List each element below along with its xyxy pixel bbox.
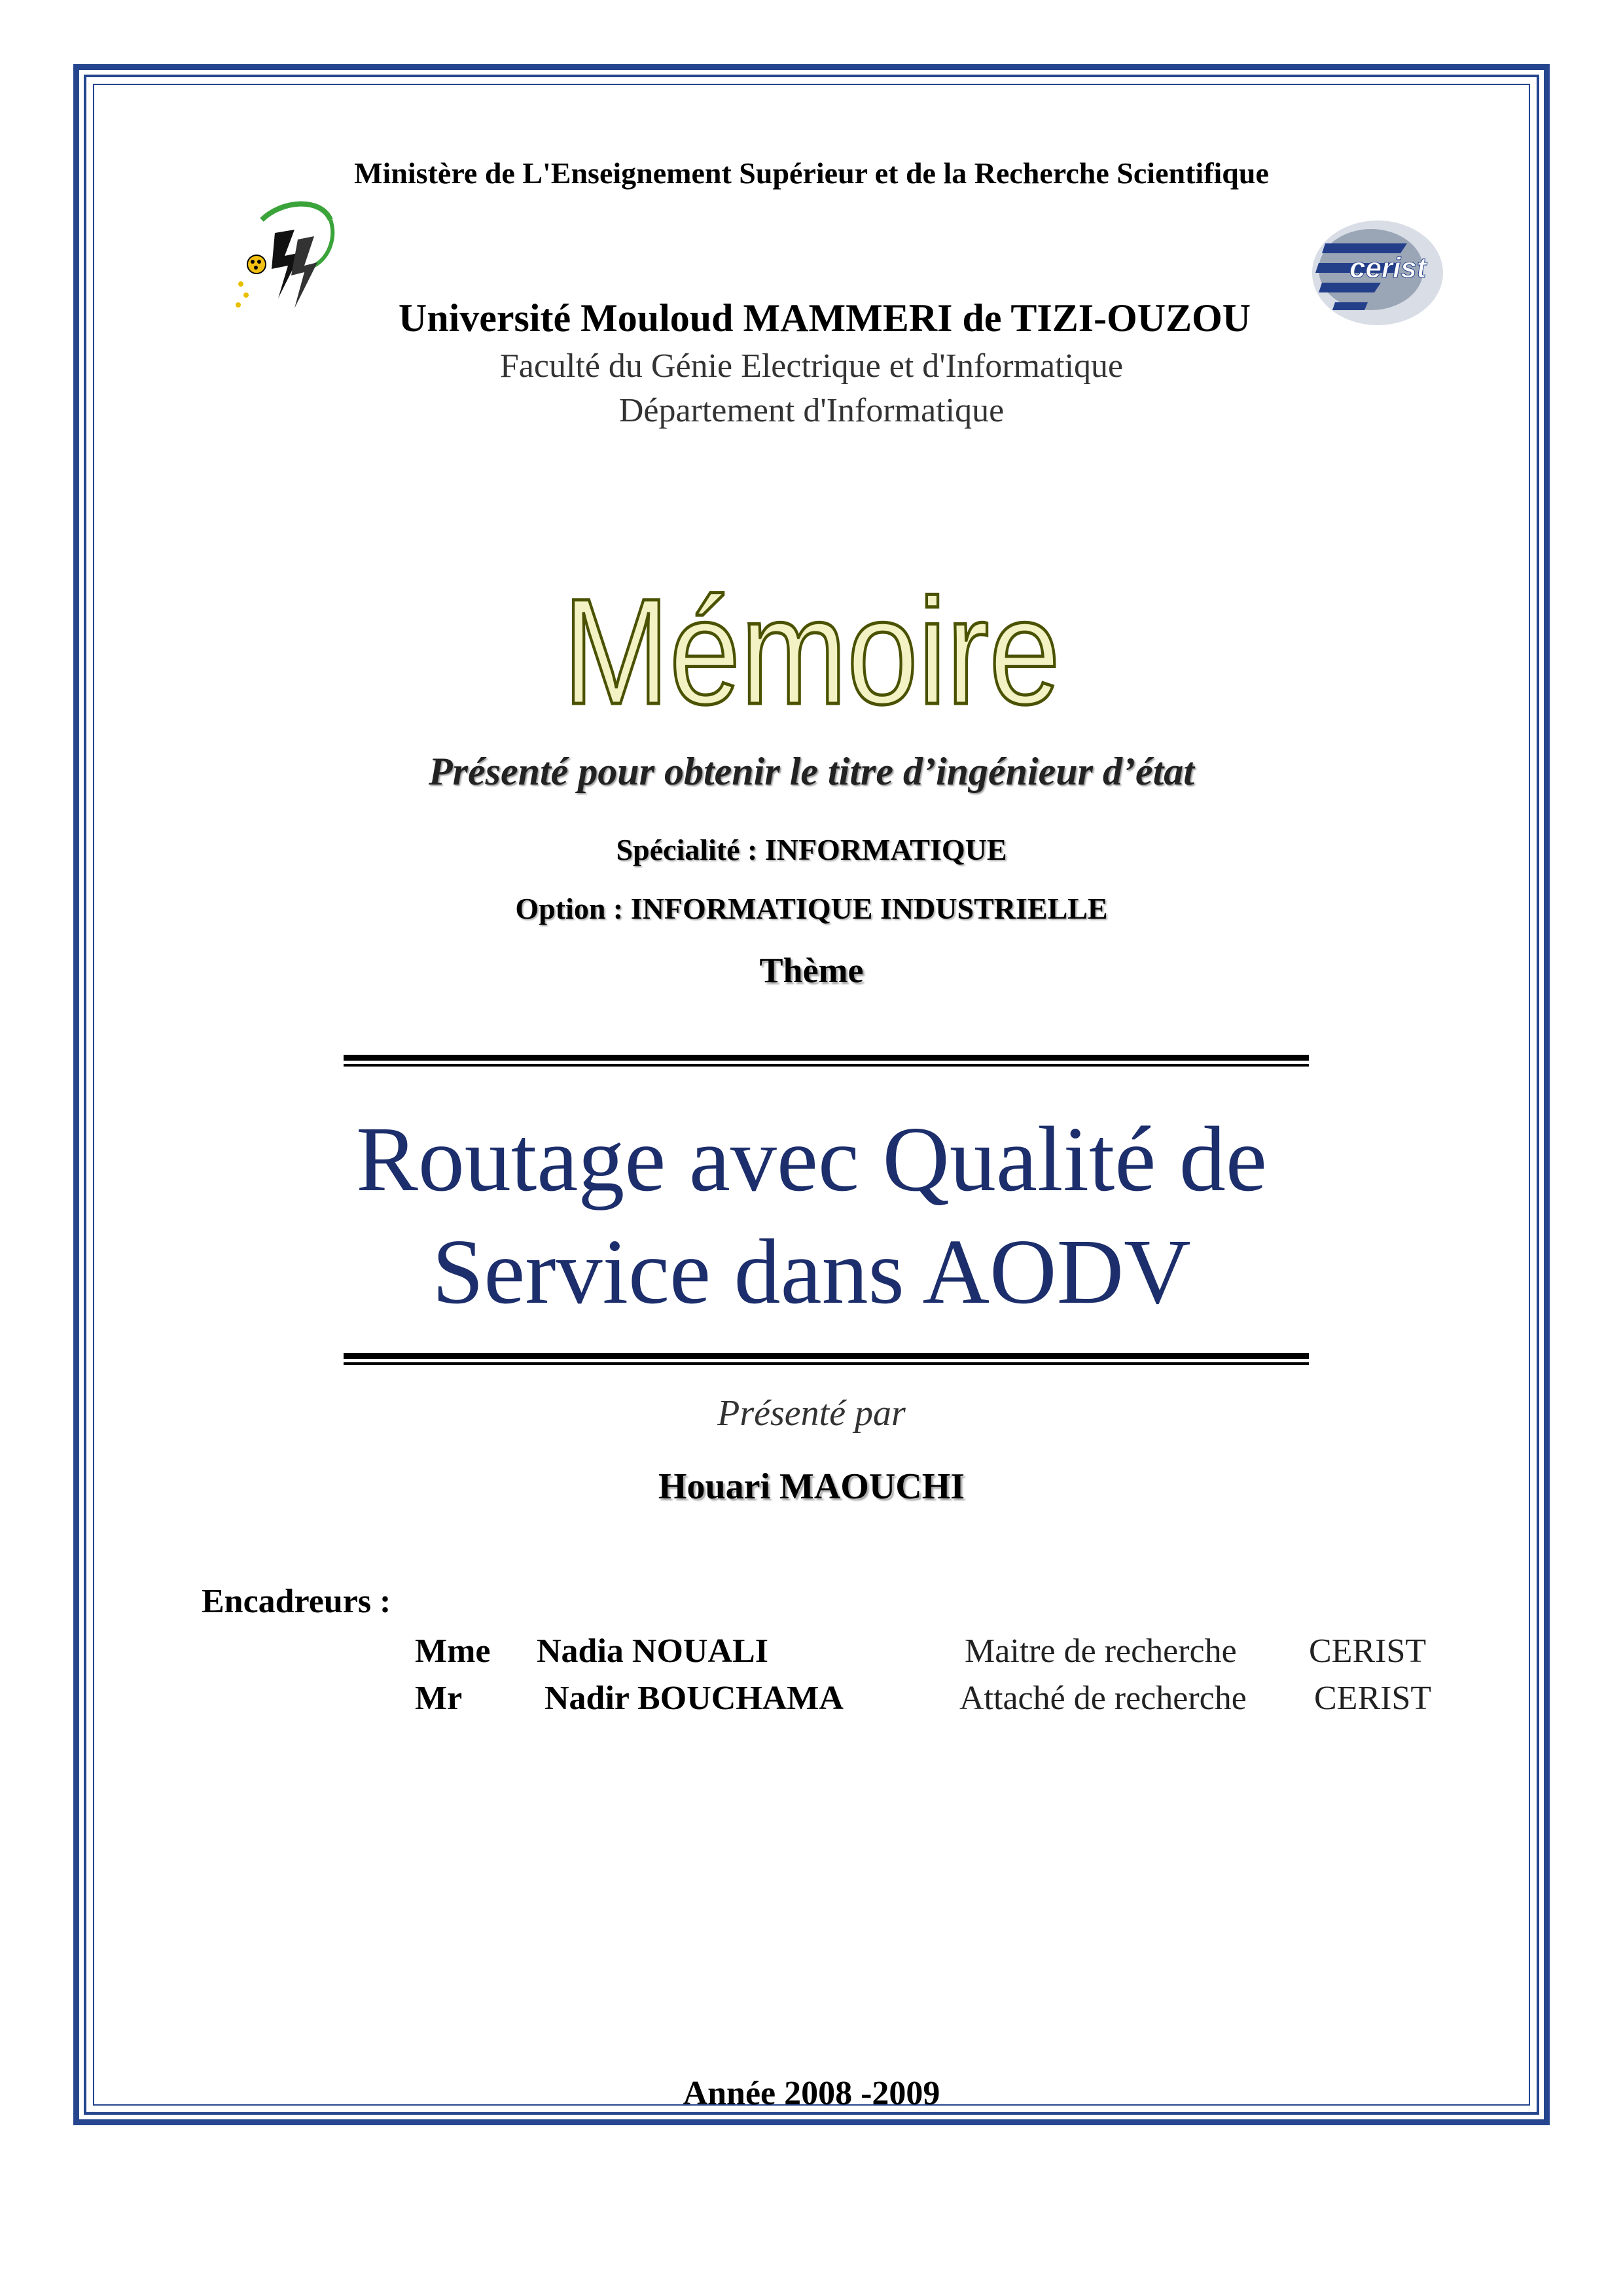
degree-subtitle bbox=[0, 749, 1623, 794]
presented-by-label: Présenté par bbox=[717, 1393, 906, 1434]
thesis-title-line-1: Routage avec Qualité de bbox=[356, 1107, 1267, 1210]
memoire-wordart bbox=[550, 563, 1073, 733]
cerist-logo-text: cerist bbox=[1349, 252, 1427, 284]
specialite-line: Spécialité : INFORMATIQUE bbox=[616, 833, 1007, 866]
supervisor-org: CERIST bbox=[1314, 1680, 1432, 1717]
memoire-title: Mémoire bbox=[563, 567, 1060, 735]
page-border-inner bbox=[93, 84, 1530, 2106]
title-top-rule bbox=[344, 1055, 1309, 1067]
supervisor-row bbox=[0, 1679, 1623, 1725]
faculty-name: Faculté du Génie Electrique et d'Informatique bbox=[499, 347, 1124, 385]
supervisor-title: Mme bbox=[415, 1633, 491, 1670]
option-line: Option : INFORMATIQUE INDUSTRIELLE bbox=[515, 892, 1108, 925]
supervisor-title: Mr bbox=[415, 1680, 463, 1717]
theme-label: Thème bbox=[759, 951, 864, 990]
academic-year: Année 2008 -2009 bbox=[683, 2075, 940, 2112]
supervisors-label: Encadreurs : bbox=[202, 1583, 391, 1620]
department-name: Département d'Informatique bbox=[618, 392, 1005, 429]
degree-subtitle-prefix: Présenté pour obtenir le titre d’ bbox=[429, 750, 936, 793]
supervisor-role: Maitre de recherche bbox=[965, 1633, 1237, 1670]
author-name: Houari MAOUCHI bbox=[658, 1466, 965, 1507]
supervisor-name: Nadir BOUCHAMA bbox=[544, 1680, 844, 1717]
supervisor-name: Nadia NOUALI bbox=[537, 1633, 768, 1670]
ministry-heading: Ministère de L'Enseignement Supérieur et de la Recherche Scientifique bbox=[354, 156, 1269, 190]
degree-subtitle-highlight: ingénieur d’état bbox=[935, 750, 1194, 793]
university-name: Université Mouloud MAMMERI de TIZI-OUZOU bbox=[398, 296, 1251, 340]
supervisor-org: CERIST bbox=[1309, 1633, 1427, 1670]
title-bottom-rule bbox=[344, 1353, 1309, 1365]
supervisor-role: Attaché de recherche bbox=[959, 1680, 1247, 1717]
thesis-title-line-2: Service dans AODV bbox=[432, 1220, 1191, 1323]
supervisor-row bbox=[0, 1632, 1623, 1678]
